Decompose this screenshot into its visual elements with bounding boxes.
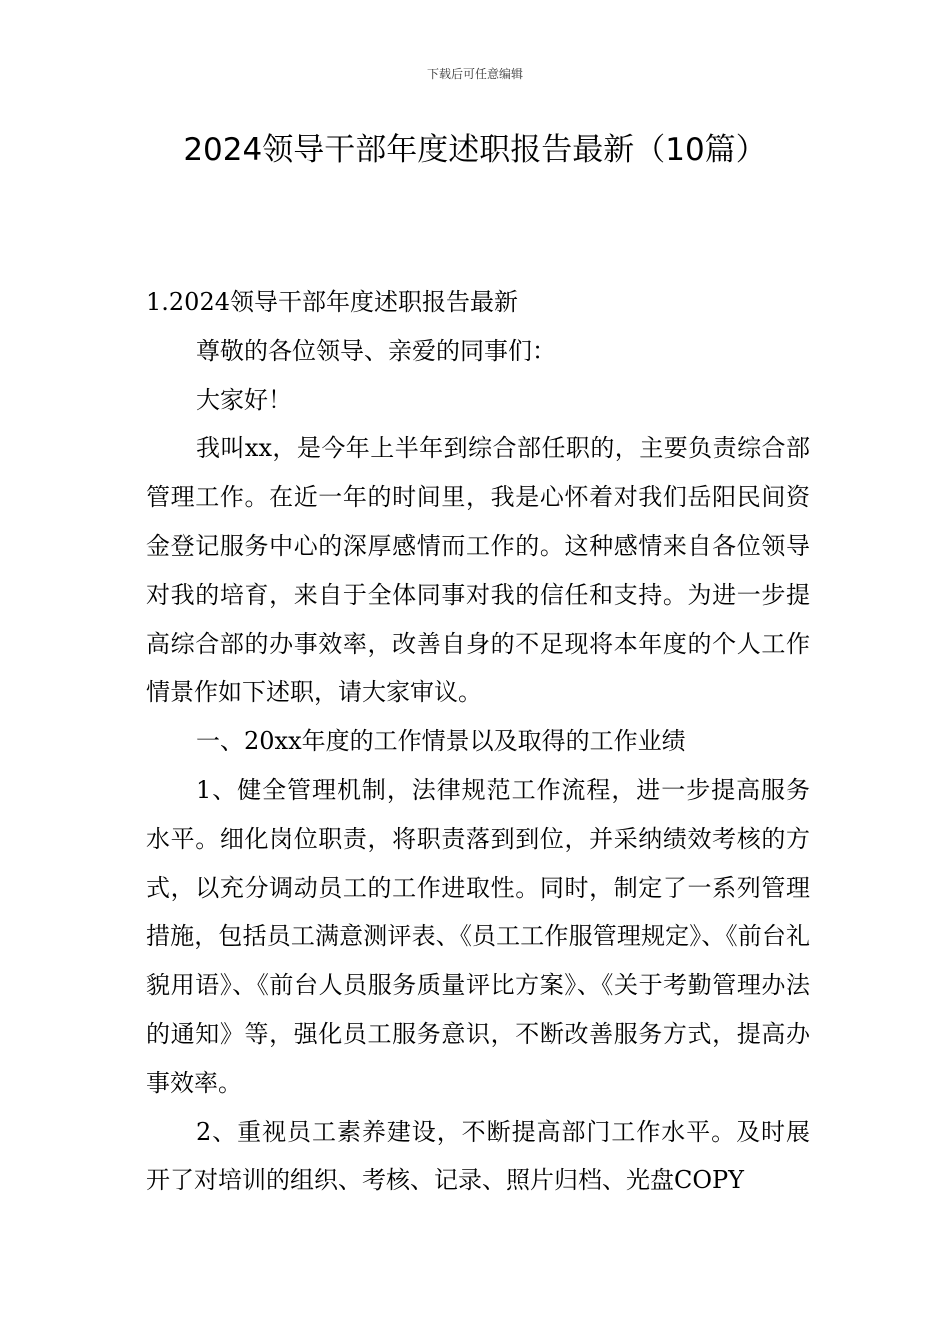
paragraph-subheading: 一、20xx年度的工作情景以及取得的工作业绩 xyxy=(196,727,686,756)
section-heading: 1.2024领导干部年度述职报告最新 xyxy=(146,288,518,316)
paragraph-salutation: 尊敬的各位领导、亲爱的同事们： xyxy=(196,336,556,365)
document-body xyxy=(146,278,810,1205)
paragraph-introduction: 我叫xx，是今年上半年到综合部任职的，主要负责综合部管理工作。在近一年的时间里，我是心怀着对我们岳阳民间资金登记服务中心的深厚感情而工作的。这种感情来自各位领导对我的培育，来自于全体同事对我的信任和支持。为进一步提高综合部的办事效率，改善自身的不足现将本年度的个人工作情景作如下述职，请大家审议。 xyxy=(146,434,810,707)
header-note: 下载后可任意编辑 xyxy=(426,67,523,81)
paragraph-item-2: 2、重视员工素养建设，不断提高部门工作水平。及时展开了对培训的组织、考核、记录、照片归档、光盘COPY xyxy=(146,1117,810,1195)
paragraph-greeting: 大家好！ xyxy=(196,385,292,414)
document-title: 2024领导干部年度述职报告最新（10篇） xyxy=(183,132,767,168)
paragraph-item-1: 1、健全管理机制，法律规范工作流程，进一步提高服务水平。细化岗位职责，将职责落到到位，并采纳绩效考核的方式，以充分调动员工的工作进取性。同时，制定了一系列管理措施，包括员工满意测评表、《员工工作服管理规定》、《前台礼貌用语》、《前台人员服务质量评比方案》、《关于考勤管理办法的通知》等，强化员工服务意识，不断改善服务方式，提高办事效率。 xyxy=(146,775,810,1097)
